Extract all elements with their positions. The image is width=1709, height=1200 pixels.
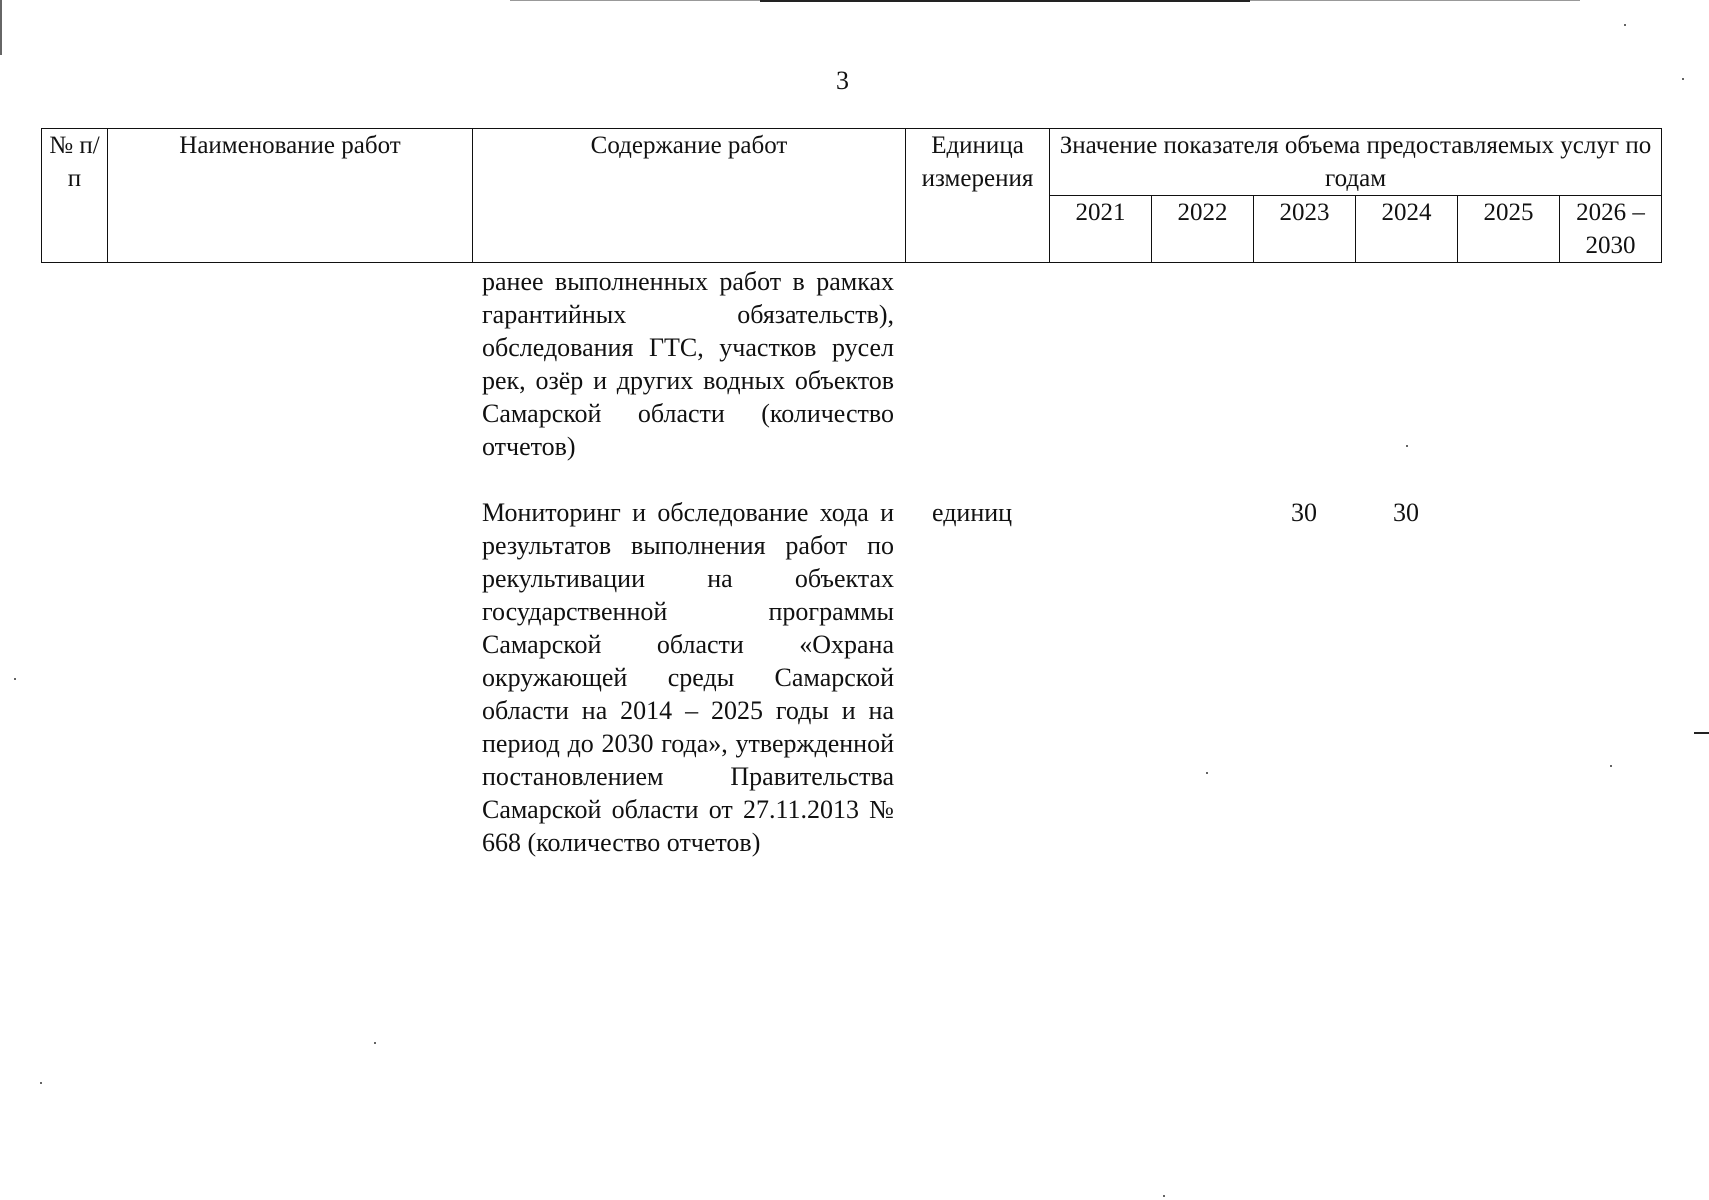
header-year: 2024: [1356, 196, 1458, 263]
header-content: Содержание работ: [473, 129, 906, 263]
scan-dot: [1206, 772, 1208, 774]
scan-dot: [14, 678, 16, 680]
header-values-group: Значение показателя объема предоставляемых услуг по годам: [1050, 129, 1662, 196]
scan-edge-left: [0, 0, 2, 55]
header-year: 2022: [1152, 196, 1254, 263]
header-num: № п/п: [42, 129, 108, 263]
row-1-content: ранее выполненных работ в рамках гарантийных обязательств), обследования ГТС, участков русел рек, озёр и других водных объектов Самарской области (количество отчетов): [482, 267, 894, 461]
scan-line-top: [760, 0, 1250, 2]
scan-dot: [1610, 765, 1612, 767]
header-name: Наименование работ: [108, 129, 473, 263]
row-2-value-2024: 30: [1393, 498, 1419, 527]
scan-dot: [1163, 1195, 1165, 1197]
scan-dot: [1406, 445, 1408, 447]
header-year: 2023: [1254, 196, 1356, 263]
scan-dot: [1682, 78, 1684, 80]
scan-line-top-faint: [510, 0, 760, 1]
page-number: 3: [836, 66, 849, 95]
row-2-content: Мониторинг и обследование хода и результатов выполнения работ по рекультивации на объектах государственной программы Самарской области «Охрана окружающей среды Самарской области на 2014 – 2025 годы и на период до 2030 года», утвержденной постановлением Правительства Самарской области от 27.11.2013 № 668 (количество отчетов): [482, 498, 894, 857]
header-year: 2025: [1458, 196, 1560, 263]
header-year: 2026 – 2030: [1560, 196, 1662, 263]
scan-line-top-right: [1250, 0, 1580, 1]
header-unit: Единица измерения: [906, 129, 1050, 263]
row-2-unit: единиц: [932, 498, 1013, 527]
table-header: [41, 128, 1662, 263]
scan-dot: [374, 1042, 376, 1044]
scan-mark-right: [1694, 732, 1709, 734]
scan-dot: [40, 1082, 42, 1084]
header-year: 2021: [1050, 196, 1152, 263]
row-2-value-2023: 30: [1291, 498, 1317, 527]
scan-dot: [1624, 24, 1626, 26]
